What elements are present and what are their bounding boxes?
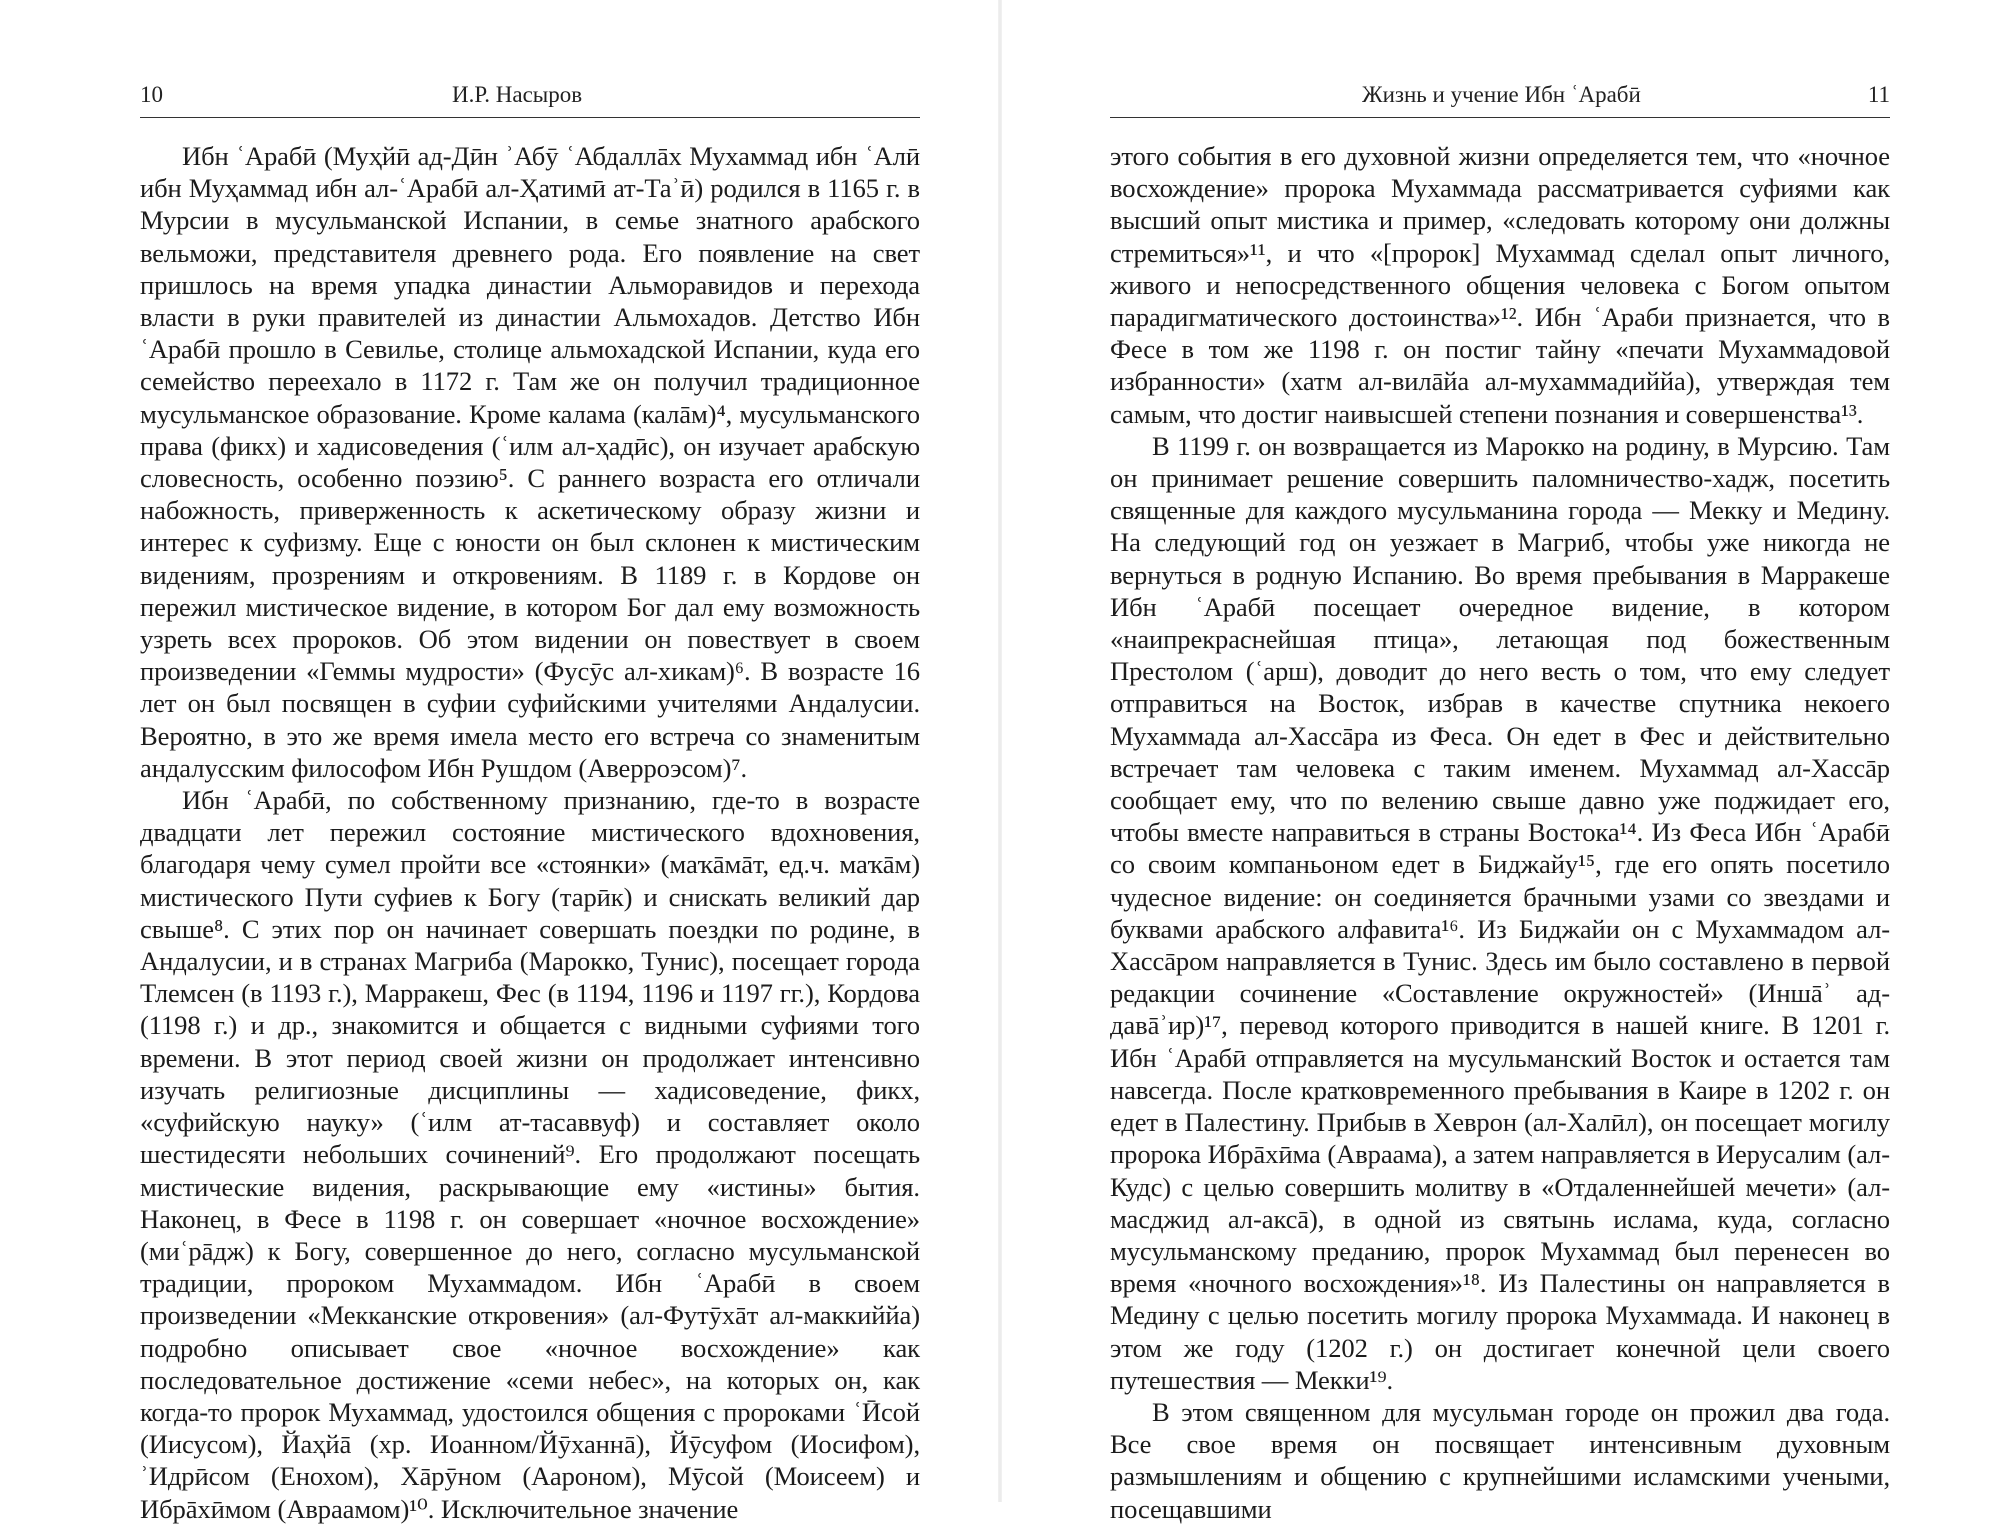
right-page bbox=[1000, 0, 2000, 1524]
left-page-header bbox=[140, 78, 920, 118]
right-paragraph-2: В 1199 г. он возвращается из Марокко на родину, в Мурсию. Там он принимает решение совершить паломничество-хадж, посетить священные для каждого мусульманина города — Мекку и Медину. На следующий год он уезжает в Магриб, чтобы уже никогда не вернуться в родную Испанию. Во время пребывания в Марракеше Ибн ʿАрабӣ посещает очередное видение, в котором «наипрекраснейшая птица», летающая под божественным Престолом (ʿарш), доводит до него весть о том, что ему следует отправиться на Восток, избрав в качестве спутника некоего Мухаммада ал-Хассāра из Феса. Он едет в Фес и действительно встречает там человека с таким именем. Мухаммад ал-Хассāр сообщает ему, что по велению свыше давно уже поджидает его, чтобы вместе направиться в страны Востока¹⁴. Из Феса Ибн ʿАрабӣ со своим компаньоном едет в Биджайу¹⁵, где его опять посетило чудесное видение: он соединяется брачными узами со звездами и буквами арабского алфавита¹⁶. Из Биджайи он с Мухаммадом ал-Хассāром направляется в Тунис. Здесь им было составлено в первой редакции сочинение «Составление окружностей» (Иншāʾ ад-давāʾир)¹⁷, перевод которого приводится в нашей книге. В 1201 г. Ибн ʿАрабӣ отправляется на мусульманский Восток и остается там навсегда. После кратковременного пребывания в Каире в 1202 г. он едет в Палестину. Прибыв в Хеврон (ал-Халӣл), он посещает могилу пророка Ибрāхӣма (Авраама), а затем направляется в Иерусалим (ал-Кудс) с целью совершить молитву в «Отдаленнейшей мечети» (ал-масджид ал-аксā), в одной из святынь ислама, куда, согласно мусульманскому преданию, пророк Мухаммад был перенесен во время «ночного восхождения»¹⁸. Из Палестины он направляется в Медину с целью посетить могилу пророка Мухаммада. И наконец в этом же году (1202 г.) он достигает конечной цели своего путешествия — Мекки¹⁹. bbox=[1110, 430, 1890, 1395]
left-running-head: И.Р. Насыров bbox=[452, 82, 583, 107]
left-page-number: 10 bbox=[140, 82, 163, 107]
right-page-header bbox=[1110, 78, 1890, 118]
left-page bbox=[0, 0, 1000, 1524]
left-paragraph-1: Ибн ʿАрабӣ (Муҳйӣ ад-Дӣн ʾАбӯ ʿАбдаллāх Мухаммад ибн ʿАлӣ ибн Муҳаммад ибн ал-ʿАрабӣ ал-Ҳатимӣ ат-Таʾӣ) родился в 1165 г. в Мурсии в мусульманской Испании, в семье знатного арабского вельможи, представителя древнего рода. Его появление на свет пришлось на время упадка династии Альморавидов и перехода власти в руки правителей из династии Альмохадов. Детство Ибн ʿАрабӣ прошло в Севилье, столице альмохадской Испании, куда его семейство переехало в 1172 г. Там же он получил традиционное мусульманское образование. Кроме калама (калāм)⁴, мусульманского права (фикх) и хадисоведения (ʿилм ал-ҳадӣс), он изучает арабскую словесность, особенно поэзию⁵. С раннего возраста его отличали набожность, приверженность к аскетическому образу жизни и интерес к суфизму. Еще с юности он был склонен к мистическим видениям, прозрениям и откровениям. В 1189 г. в Кордове он пережил мистическое видение, в котором Бог дал ему возможность узреть всех пророков. Об этом видении он повествует в своем произведении «Геммы мудрости» (Фусӯс ал-хикам)⁶. В возрасте 16 лет он был посвящен в суфии суфийскими учителями Андалусии. Вероятно, в это же время имела место его встреча со знаменитым андалусским философом Ибн Рушдом (Аверроэсом)⁷. bbox=[140, 141, 920, 783]
right-page-number: 11 bbox=[1867, 82, 1890, 107]
right-paragraph-1: этого события в его духовной жизни определяется тем, что «ночное восхождение» пророка Мухаммада рассматривается суфиями как высший опыт мистика и пример, «следовать которому они должны стремиться»¹¹, и что «[пророк] Мухаммад сделал опыт личного, живого и непосредственного общения человека с Богом опытом парадигматического достоинства»¹². Ибн ʿАраби признается, что в Фесе в том же 1198 г. он постиг тайну «печати Мухаммадовой избранности» (хатм ал-вилāйа ал-мухаммадиййа), утверждая тем самым, что достиг наивысшей степени познания и совершенства¹³. bbox=[1110, 141, 1890, 429]
right-running-head: Жизнь и учение Ибн ʿАрабӣ bbox=[1362, 82, 1641, 107]
right-header-rule bbox=[1110, 117, 1890, 118]
left-body-text bbox=[140, 140, 920, 1525]
left-header-rule bbox=[140, 117, 920, 118]
right-paragraph-3: В этом священном для мусульман городе он прожил два года. Все свое время он посвящает интенсивным духовным размышлениям и общению с крупнейшими исламскими учеными, посещавшими bbox=[1110, 1396, 1890, 1524]
left-paragraph-2: Ибн ʿАрабӣ, по собственному признанию, где-то в возрасте двадцати лет пережил состояние мистического вдохновения, благодаря чему сумел пройти все «стоянки» (маҡāмāт, ед.ч. маҡāм) мистического Пути суфиев к Богу (тарӣк) и снискать великий дар свыше⁸. С этих пор он начинает совершать поездки по родине, в Андалусии, и в странах Магриба (Марокко, Тунис), посещает города Тлемсен (в 1193 г.), Марракеш, Фес (в 1194, 1196 и 1197 гг.), Кордова (1198 г.) и др., знакомится и общается с видными суфиями того времени. В этот период своей жизни он продолжает интенсивно изучать религиозные дисциплины — хадисоведение, фикх, «суфийскую науку» (ʿилм ат-тасаввуф) и составляет около шестидесяти небольших сочинений⁹. Его продолжают посещать мистические видения, раскрывающие ему «истины» бытия. Наконец, в Фесе в 1198 г. он совершает «ночное восхождение» (миʿрāдж) к Богу, совершенное до него, согласно мусульманской традиции, пророком Мухаммадом. Ибн ʿАрабӣ в своем произведении «Мекканские откровения» (ал-Футӯхāт ал-маккиййа) подробно описывает свое «ночное восхождение» как последовательное достижение «семи небес», на которых он, как когда-то пророк Мухаммад, удостоился общения с пророками ʿӢсой (Иисусом), Йаҳйā (хр. Иоанном/Йӯханнā), Йӯсуфом (Иосифом), ʾИдрӣсом (Енохом), Хāрӯном (Аароном), Мӯсой (Моисеем) и Ибрāхӣмом (Авраамом)¹⁰. Исключительное значение bbox=[140, 785, 920, 1524]
right-body-text bbox=[1110, 140, 1890, 1525]
